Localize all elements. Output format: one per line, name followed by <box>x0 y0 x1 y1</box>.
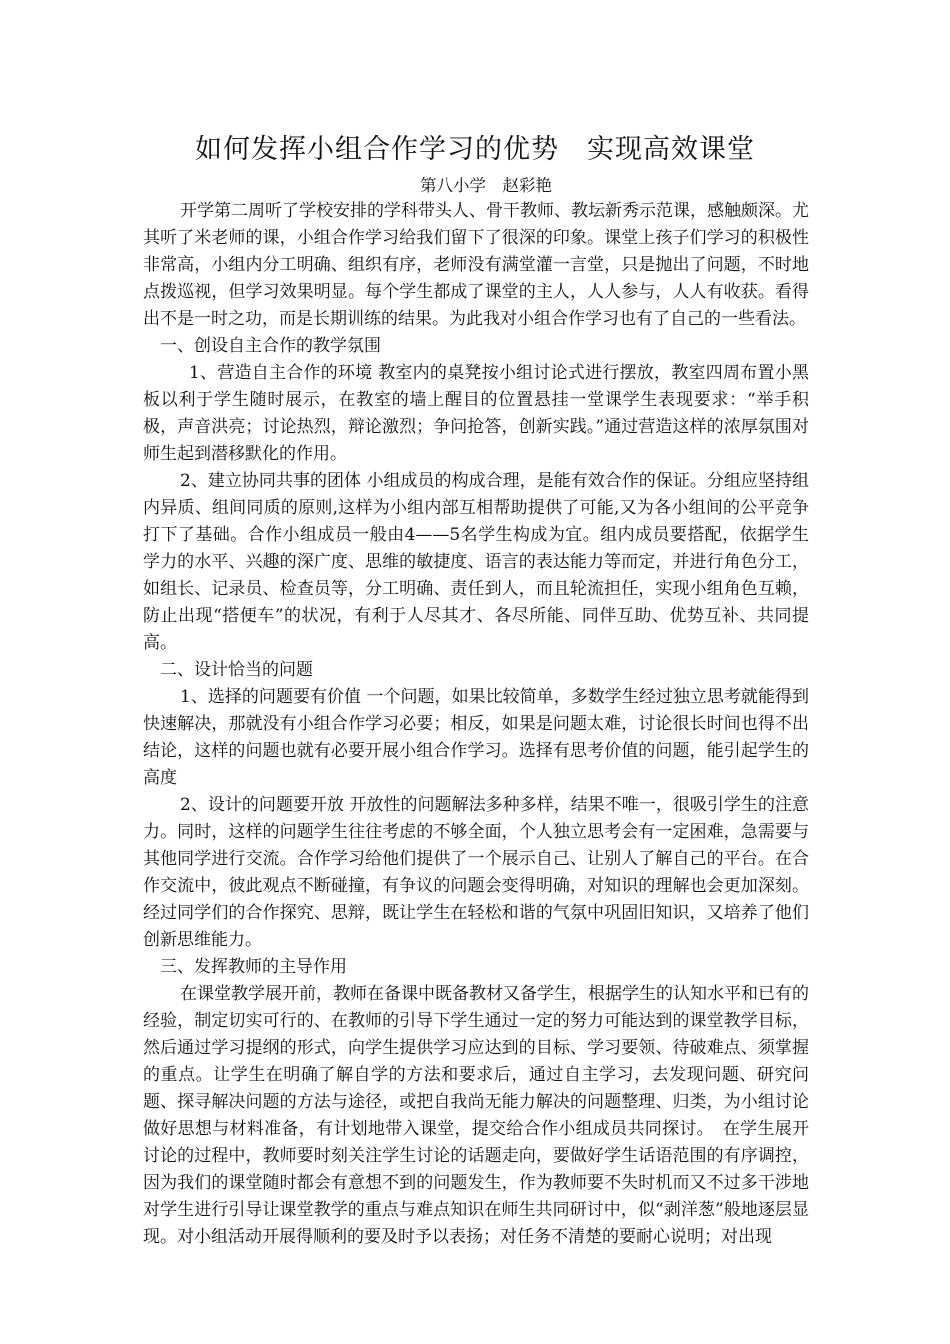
paragraph-1-2: 2、建立协同共事的团体 小组成员的构成合理，是能有效合作的保证。分组应坚持组内异质、组间同质的原则,这样为小组内部互相帮助提供了可能,又为各小组间的公平竞争打下了基础。合作小组成员一般由4——5名学生构成为宜。组内成员要搭配，依据学生学力的水平、兴趣的深广度、思维的敏捷度、语言的表达能力等而定，并进行角色分工，如组长、记录员、检查员等，分工明确、责任到人，而且轮流担任，实现小组角色互赖，防止出现“搭便车”的状况，有利于人尽其才、各尽所能、同伴互助、优势互补、共同提高。 <box>143 471 809 653</box>
document-author: 第八小学 赵彩艳 <box>420 176 552 195</box>
document-body <box>143 198 809 1251</box>
section-heading-3: 三、发挥教师的主导作用 <box>160 957 347 977</box>
paragraph-intro: 开学第二周听了学校安排的学科带头人、骨干教师、教坛新秀示范课，感触颇深。尤其听了米老师的课，小组合作学习给我们留下了很深的印象。课堂上孩子们学习的积极性非常高，小组内分工明确、组织有序，老师没有满堂灌一言堂，只是抛出了问题，不时地点拨巡视，但学习效果明显。每个学生都成了课堂的主人，人人参与，人人有收获。看得出不是一时之功，而是长期训练的结果。为此我对小组合作学习也有了自己的一些看法。 <box>143 201 809 329</box>
paragraph-2-1: 1、选择的问题要有价值 一个问题，如果比较简单，多数学生经过独立思考就能得到快速解决，那就没有小组合作学习必要；相反，如果是问题太难，讨论很长时间也得不出结论，这样的问题也就有必要开展小组合作学习。选择有思考价值的问题，能引起学生的高度 <box>143 687 809 788</box>
document-title: 如何发挥小组合作学习的优势 实现高效课堂 <box>195 134 755 165</box>
section-heading-1: 一、创设自主合作的教学氛围 <box>160 336 381 356</box>
paragraph-2-2: 2、设计的问题要开放 开放性的问题解法多种多样，结果不唯一，很吸引学生的注意力。同时，这样的问题学生往往考虑的不够全面，个人独立思考会有一定困难，急需要与其他同学进行交流。合作学习给他们提供了一个展示自己、让别人了解自己的平台。在合作交流中，彼此观点不断碰撞，有争议的问题会变得明确，对知识的理解也会更加深刻。经过同学们的合作探究、思辩，既让学生在轻松和谐的气氛中巩固旧知识，又培养了他们创新思维能力。 <box>143 795 809 950</box>
paragraph-3-1: 在课堂教学展开前，教师在备课中既备教材又备学生，根据学生的认知水平和已有的经验，制定切实可行的、在教师的引导下学生通过一定的努力可能达到的课堂教学目标，然后通过学习提纲的形式，向学生提供学习应达到的目标、学习要领、待破难点、须掌握的重点。让学生在明确了解自学的方法和要求后，通过自主学习，去发现问题、研究问题、探寻解决问题的方法与途径，或把自我尚无能力解决的问题整理、归类，为小组讨论做好思想与材料准备，有计划地带入课堂，提交给合作小组成员共同探讨。 在学生展开讨论的过程中，教师要时刻关注学生讨论的话题走向，要做好学生话语范围的有序调控，因为我们的课堂随时都会有意想不到的问题发生，作为教师要不失时机而又不过多干涉地对学生进行引导让课堂教学的重点与难点知识在师生共同研讨中，似“剥洋葱”般地逐层显现。对小组活动开展得顺利的要及时予以表扬；对任务不清楚的要耐心说明；对出现 <box>143 984 809 1247</box>
paragraph-1-1: 1、营造自主合作的环境 教室内的桌凳按小组讨论式进行摆放，教室四周布置小黑板以利于学生随时展示，在教室的墙上醒目的位置悬挂一堂课学生表现要求：“举手积极，声音洪亮；讨论热烈，辩论激烈；争问抢答，创新实践。”通过营造这样的浓厚氛围对师生起到潜移默化的作用。 <box>143 363 809 464</box>
section-heading-2: 二、设计恰当的问题 <box>160 660 313 680</box>
